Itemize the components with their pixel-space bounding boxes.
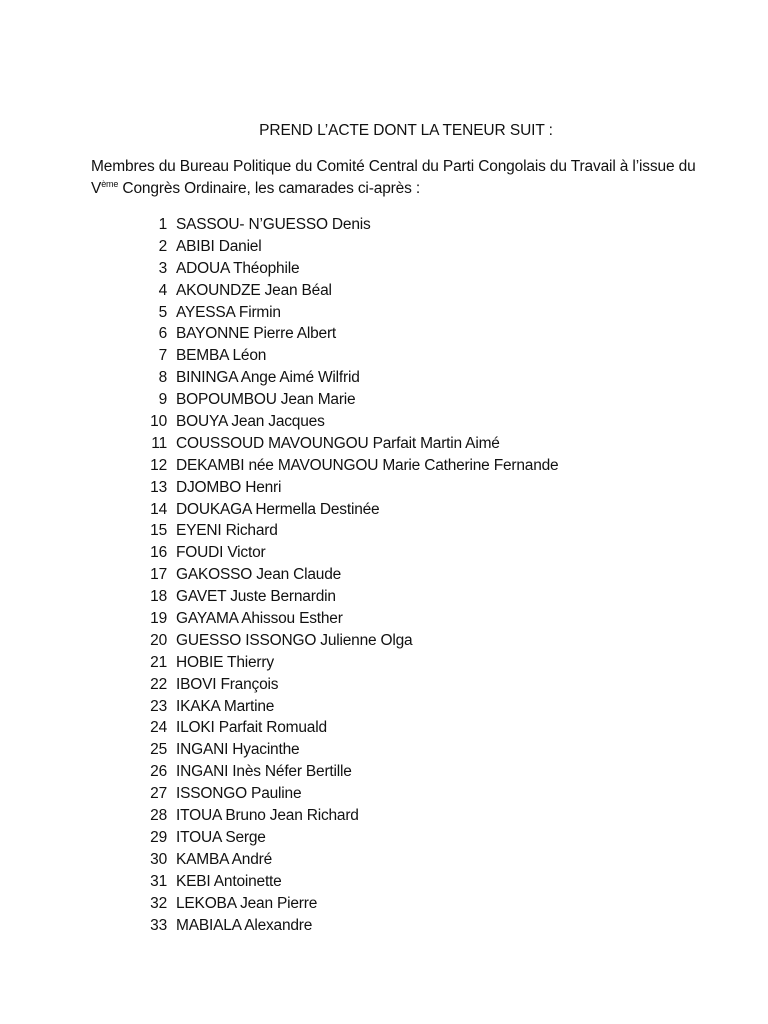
member-name: MABIALA Alexandre bbox=[176, 916, 313, 934]
member-name: AYESSA Firmin bbox=[176, 303, 281, 321]
member-name: GAKOSSO Jean Claude bbox=[176, 566, 342, 584]
member-number: 28 bbox=[150, 807, 167, 825]
member-number: 24 bbox=[150, 719, 167, 737]
member-number: 15 bbox=[150, 522, 167, 540]
member-number: 9 bbox=[158, 391, 167, 409]
member-number: 10 bbox=[150, 413, 167, 431]
member-number: 14 bbox=[150, 500, 167, 518]
member-name: ITOUA Bruno Jean Richard bbox=[176, 807, 359, 825]
member-number: 13 bbox=[150, 478, 167, 496]
member-name: DJOMBO Henri bbox=[176, 478, 282, 496]
member-name: KEBI Antoinette bbox=[176, 872, 282, 890]
member-name: SASSOU- N’GUESSO Denis bbox=[176, 216, 371, 233]
member-name: DEKAMBI née MAVOUNGOU Marie Catherine Fernande bbox=[176, 456, 559, 474]
member-number: 1 bbox=[158, 216, 167, 233]
member-name: BAYONNE Pierre Albert bbox=[176, 325, 337, 343]
member-name: BOUYA Jean Jacques bbox=[176, 413, 325, 431]
intro-ordinal-suffix: ème bbox=[101, 179, 119, 189]
member-name: LEKOBA Jean Pierre bbox=[176, 894, 318, 912]
member-number: 23 bbox=[150, 697, 167, 715]
member-number: 5 bbox=[158, 303, 167, 321]
member-number: 2 bbox=[158, 237, 167, 255]
member-name: KAMBA André bbox=[176, 850, 273, 868]
member-name: ITOUA Serge bbox=[176, 828, 266, 846]
member-number: 18 bbox=[150, 588, 167, 606]
member-number: 29 bbox=[150, 828, 167, 846]
member-number: 25 bbox=[150, 741, 167, 759]
member-name: IBOVI François bbox=[176, 675, 279, 693]
member-name: GAVET Juste Bernardin bbox=[176, 588, 336, 606]
member-number: 30 bbox=[150, 850, 167, 868]
member-number: 17 bbox=[150, 566, 167, 584]
document-heading: PREND L’ACTE DONT LA TENEUR SUIT : bbox=[259, 122, 553, 139]
intro-paragraph bbox=[91, 156, 696, 200]
member-number: 16 bbox=[150, 544, 167, 562]
member-name: ISSONGO Pauline bbox=[176, 785, 302, 803]
intro-line-1: Membres du Bureau Politique du Comité Central du Parti Congolais du Travail à l’issue du bbox=[91, 158, 696, 175]
intro-line-2 bbox=[91, 178, 691, 200]
member-name: FOUDI Victor bbox=[176, 544, 266, 562]
member-name: COUSSOUD MAVOUNGOU Parfait Martin Aimé bbox=[176, 434, 500, 452]
member-name: INGANI Inès Néfer Bertille bbox=[176, 763, 352, 781]
member-number: 27 bbox=[150, 785, 167, 803]
member-name: DOUKAGA Hermella Destinée bbox=[176, 500, 380, 518]
member-number: 11 bbox=[151, 434, 167, 452]
member-name: EYENI Richard bbox=[176, 522, 278, 540]
member-name: ABIBI Daniel bbox=[176, 237, 262, 255]
member-name: IKAKA Martine bbox=[176, 697, 275, 715]
member-number: 8 bbox=[158, 369, 167, 387]
member-name: ILOKI Parfait Romuald bbox=[176, 719, 327, 737]
member-name: GUESSO ISSONGO Julienne Olga bbox=[176, 631, 413, 649]
member-name: ADOUA Théophile bbox=[176, 259, 300, 277]
member-name: AKOUNDZE Jean Béal bbox=[176, 281, 332, 299]
member-number: 3 bbox=[158, 259, 167, 277]
intro-line-2-text: Congrès Ordinaire, les camarades ci-après : bbox=[118, 180, 421, 197]
member-number: 33 bbox=[150, 916, 167, 934]
member-number: 22 bbox=[150, 675, 167, 693]
member-number: 31 bbox=[150, 872, 167, 890]
member-number: 26 bbox=[150, 763, 167, 781]
member-number: 4 bbox=[158, 281, 167, 299]
member-number: 7 bbox=[158, 347, 167, 365]
member-number: 32 bbox=[150, 894, 167, 912]
member-name: HOBIE Thierry bbox=[176, 653, 274, 671]
member-number: 12 bbox=[150, 456, 167, 474]
member-number: 6 bbox=[158, 325, 167, 343]
member-number: 20 bbox=[150, 631, 167, 649]
member-number: 21 bbox=[150, 653, 167, 671]
member-name: GAYAMA Ahissou Esther bbox=[176, 610, 343, 628]
member-name: BEMBA Léon bbox=[176, 347, 267, 365]
member-name: BININGA Ange Aimé Wilfrid bbox=[176, 369, 360, 387]
intro-congress-number: V bbox=[91, 180, 102, 197]
member-number: 19 bbox=[150, 610, 167, 628]
member-name: INGANI Hyacinthe bbox=[176, 741, 300, 759]
member-name: BOPOUMBOU Jean Marie bbox=[176, 391, 356, 409]
